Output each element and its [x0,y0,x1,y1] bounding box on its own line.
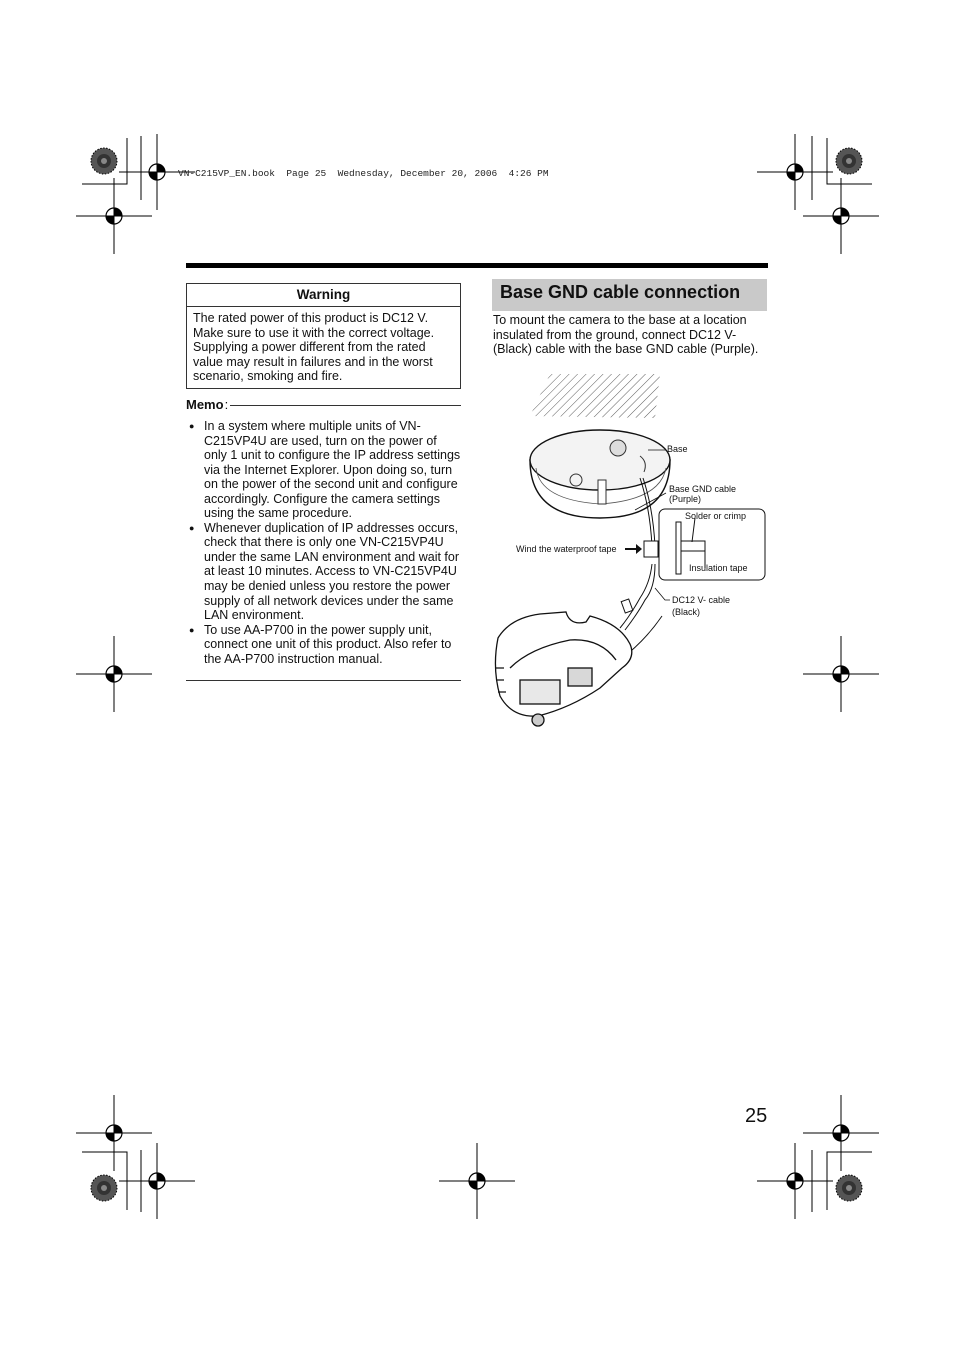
ceiling-hatch [530,374,660,418]
label-gnd-line2: (Purple) [669,494,702,504]
memo-end-rule [186,680,461,681]
memo-item: ● In a system where multiple units of VN-C215VP4U are used, turn on the power of only 1 unit to configure the IP address settings via the Internet Explorer. Upon doing so, turn on the power of the second unit and configure accordingly. Configure the camera settings using the same procedure. [186,419,461,521]
warning-box [186,283,461,389]
camera-illustration [495,612,631,726]
section-title: Base GND cable connection [492,279,767,311]
memo-colon: : [224,397,229,412]
memo-section [186,397,461,666]
gnd-connection-diagram [490,368,770,738]
label-solder: Solder or crimp [685,511,747,521]
base-illustration [530,430,670,518]
label-dc-line2: (Black) [672,607,701,617]
label-gnd-line1: Base GND cable [669,484,737,494]
memo-heading [186,397,461,412]
section-intro: To mount the camera to the base at a location insulated from the ground, connect DC12 V- (Black) cable with the base GND cable (Purple). [493,313,759,357]
label-dc-line1: DC12 V- cable [672,595,731,605]
memo-title: Memo [186,397,224,412]
warning-title: Warning [187,284,460,307]
wind-arrow [625,544,642,554]
label-base: Base [667,444,688,454]
memo-item: ● To use AA-P700 in the power supply unit, connect one unit of this product. Also refer to the AA-P700 instruction manual. [186,623,461,667]
file-header: VN-C215VP_EN.book Page 25 Wednesday, December 20, 2006 4:26 PM [178,168,549,179]
memo-item: ● Whenever duplication of IP addresses occurs, check that there is only one VN-C215VP4U under the same LAN environment and wait for at least 10 minutes. Access to VN-C215VP4U may be denied unless you restore the power supply of all network devices under the same LAN environment. [186,521,461,623]
label-wind: Wind the waterproof tape [516,544,617,554]
top-rule [186,263,768,268]
warning-text: The rated power of this product is DC12 V. Make sure to use it with the correct voltage. Supplying a power different from the rated value may result in failures and in the worst scenario, smoking and fire. [193,311,435,384]
label-insulation: Insulation tape [689,563,748,573]
memo-list [186,419,461,666]
connector [621,599,633,613]
waterproof-tape [644,541,658,557]
page-number: 25 [745,1105,768,1127]
memo-rule [230,405,461,406]
